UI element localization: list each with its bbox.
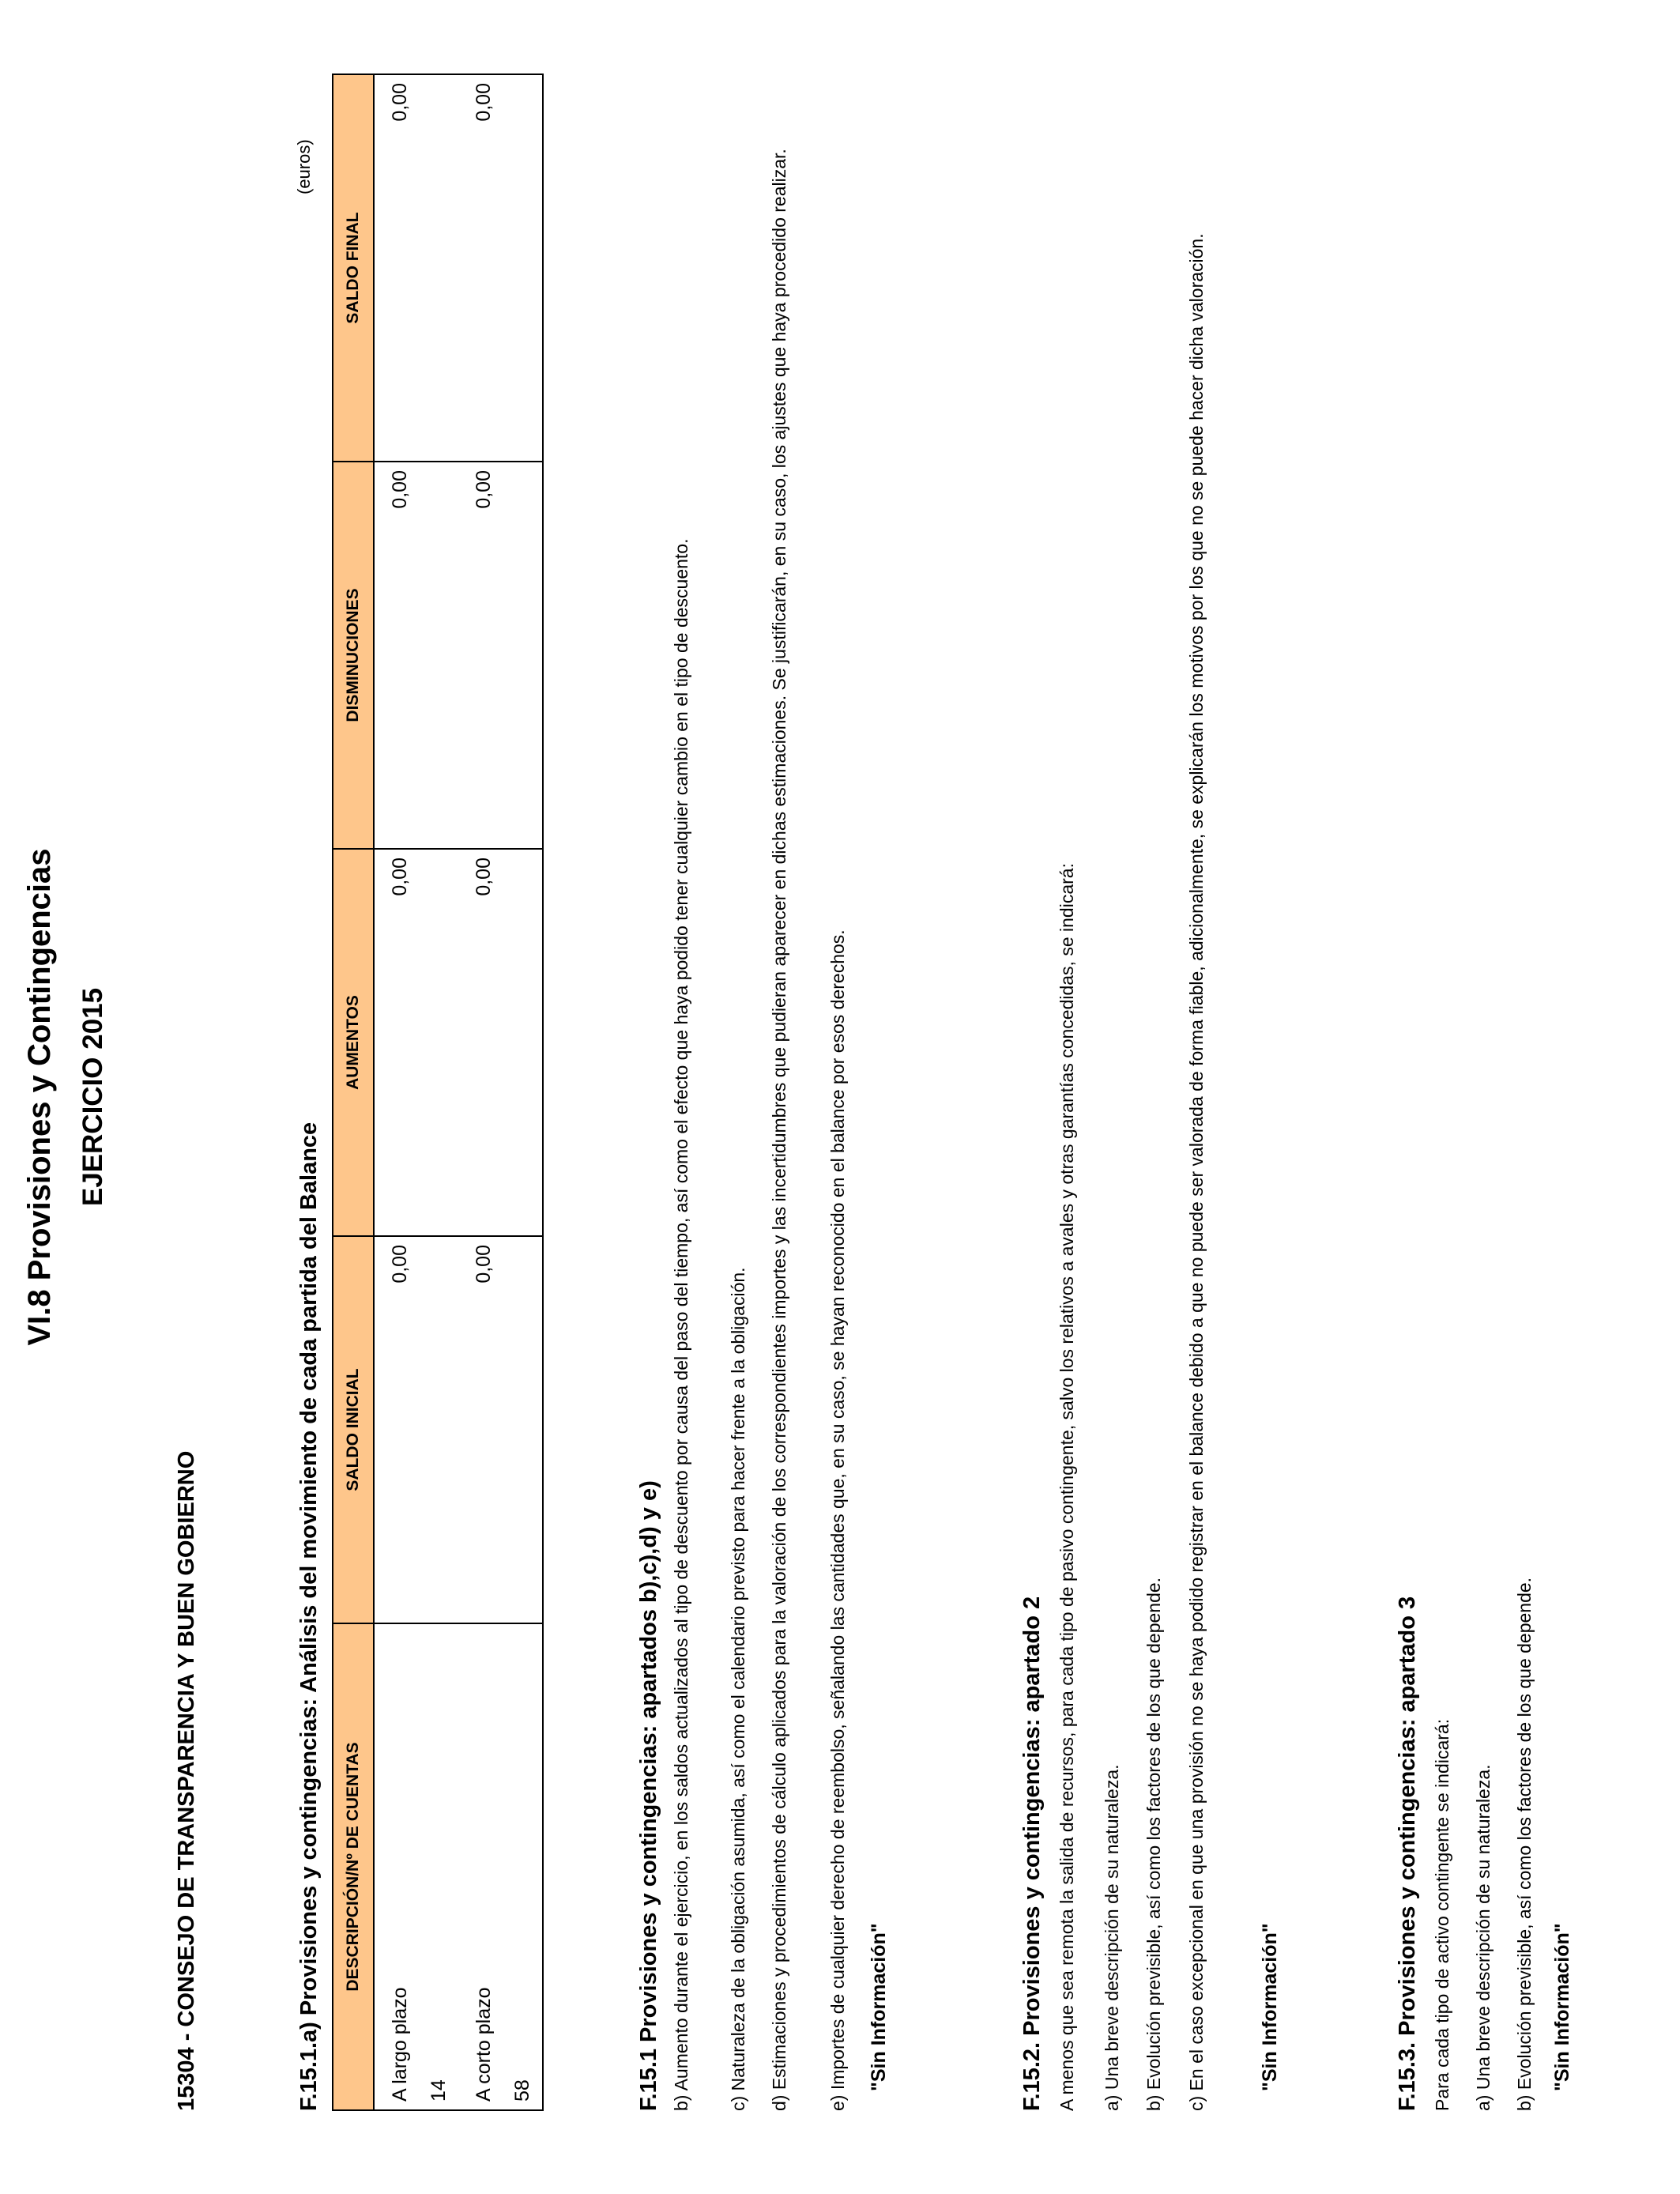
units-label: (euros) — [294, 139, 314, 194]
paragraph: b) Evolución previsible, así como los factores de los que depende. — [1143, 1577, 1164, 2111]
paragraph: Para cada tipo de activo contingente se indicará: — [1432, 1718, 1452, 2111]
col-header-disminuciones: DISMINUCIONES — [333, 462, 374, 849]
row-aumentos: 0,00 — [458, 849, 503, 1236]
row-aumentos: 0,00 — [374, 849, 420, 1236]
row-account-code: 58 — [503, 1623, 543, 2110]
provisions-table — [332, 74, 544, 2111]
table-header-row — [333, 74, 374, 2110]
paragraph: d) Estimaciones y procedimientos de cálculo aplicados para la valoración de los correspondientes importes y las incertidumbres que pudieran aparecer en dichas estimaciones. Se justificarán, en su caso, los ajustes que haya procedido realizar. — [769, 149, 789, 2111]
row-description: A corto plazo — [458, 1623, 503, 2110]
page-title: VI.8 Provisiones y Contingencias — [22, 848, 57, 1346]
table-row — [374, 74, 420, 2110]
sin-informacion: "Sin Información" — [1259, 1923, 1281, 2091]
paragraph: e) Importes de cualquier derecho de reembolso, señalando las cantidades que, en su caso, se hayan reconocido en el balance por esos derechos. — [827, 929, 848, 2111]
entity-name: 15304 - CONSEJO DE TRANSPARENCIA Y BUEN GOBIERNO — [174, 1450, 199, 2111]
section-title: F.15.2. Provisiones y contingencias: apartado 2 — [1019, 1596, 1045, 2111]
col-header-saldo-inicial: SALDO INICIAL — [333, 1236, 374, 1623]
table-row — [503, 74, 543, 2110]
row-saldo-inicial: 0,00 — [374, 1236, 420, 1623]
paragraph: b) Aumento durante el ejercicio, en los saldos actualizados al tipo de descuento por causa del paso del tiempo, así como el efecto que haya podido tener cualquier cambio en el tipo de descuento. — [671, 538, 691, 2111]
section-title: F.15.1 Provisiones y contingencias: apartados b),c),d) y e) — [636, 1480, 661, 2111]
row-account-code: 14 — [420, 1623, 458, 2110]
row-disminuciones: 0,00 — [458, 462, 503, 849]
sin-informacion: "Sin Información" — [1551, 1923, 1573, 2091]
paragraph: b) Evolución previsible, así como los factores de los que depende. — [1514, 1577, 1535, 2111]
col-header-saldo-final: SALDO FINAL — [333, 74, 374, 462]
table-row — [458, 74, 503, 2110]
row-saldo-inicial: 0,00 — [458, 1236, 503, 1623]
paragraph: c) En el caso excepcional en que una provisión no se haya podido registrar en el balance debido a que no puede ser valorada de forma fiable, adicionalmente, se explicarán los motivos por los que no se puede hacer dicha valoración. — [1186, 233, 1207, 2111]
section-title: F.15.3. Provisiones y contingencias: apartado 3 — [1395, 1596, 1420, 2111]
sin-informacion: "Sin Información" — [868, 1923, 890, 2091]
row-saldo-final: 0,00 — [374, 74, 420, 462]
paragraph: a) Una breve descripción de su naturaleza. — [1473, 1764, 1494, 2111]
col-header-description: DESCRIPCIÓN/Nº DE CUENTAS — [333, 1623, 374, 2110]
row-disminuciones: 0,00 — [374, 462, 420, 849]
table-row — [420, 74, 458, 2110]
table-heading: F.15.1.a) Provisiones y contingencias: Análisis del movimiento de cada partida del Balance — [296, 1122, 322, 2111]
row-saldo-final: 0,00 — [458, 74, 503, 462]
row-description: A largo plazo — [374, 1623, 420, 2110]
page-subtitle: EJERCICIO 2015 — [77, 987, 108, 1207]
paragraph: A menos que sea remota la salida de recursos, para cada tipo de pasivo contingente, salvo los relativos a avales y otras garantías concedidas, se indicará: — [1057, 863, 1077, 2111]
paragraph: a) Una breve descripción de su naturaleza. — [1102, 1764, 1122, 2111]
paragraph: c) Naturaleza de la obligación asumida, así como el calendario previsto para hacer frente a la obligación. — [728, 1267, 748, 2111]
col-header-aumentos: AUMENTOS — [333, 849, 374, 1236]
